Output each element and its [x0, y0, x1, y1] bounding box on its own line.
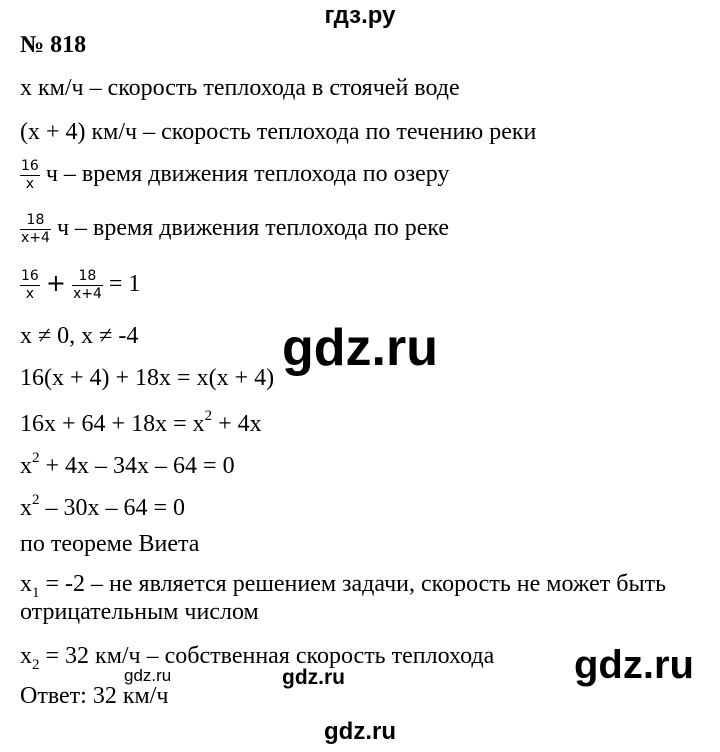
solution-line-6: x ≠ 0, x ≠ -4: [20, 323, 139, 349]
task-number: № 818: [20, 32, 87, 58]
superscript: 2: [32, 450, 40, 466]
watermark-top: гдз.ру: [324, 2, 396, 29]
solution-line-1: x км/ч – скорость теплохода в стоячей воде: [20, 75, 460, 101]
solution-line-11: по теореме Виета: [20, 531, 200, 557]
solution-line-9: [20, 446, 235, 480]
denominator: x: [20, 175, 40, 193]
numerator: 16: [21, 268, 39, 284]
fraction: [20, 212, 51, 247]
line-text: + 4x: [212, 411, 262, 437]
superscript: 2: [204, 408, 213, 424]
solution-line-2: (x + 4) км/ч – скорость теплохода по течению реки: [20, 119, 537, 145]
watermark-center: gdz.ru: [282, 319, 438, 377]
line-text: x: [20, 495, 32, 521]
solution-line-14: [20, 642, 494, 679]
solution-line-10: [20, 488, 185, 522]
solution-line-13: отрицательным числом: [20, 599, 259, 625]
fraction: [72, 268, 103, 303]
line-text: = 32 км/ч – собственная скорость теплохода: [39, 643, 495, 669]
line-text: – 30x – 64 = 0: [39, 495, 186, 521]
subscript: 2: [32, 656, 40, 673]
solution-line-8: [20, 404, 262, 438]
fraction: [20, 268, 40, 303]
line-text: x: [20, 571, 32, 597]
watermark-right: gdz.ru: [574, 643, 694, 687]
line-text: x: [20, 643, 32, 669]
fraction: [20, 158, 40, 193]
line-text: 16x + 64 + 18x = x: [20, 411, 205, 437]
line-text: = 1: [102, 271, 141, 298]
denominator: x+4: [21, 230, 50, 246]
watermark-small-mid: gdz.ru: [282, 666, 345, 689]
solution-line-7: 16(x + 4) + 18x = x(x + 4): [20, 365, 275, 391]
watermark-bottom: gdz.ru: [324, 718, 396, 745]
line-text: ч – время движения теплохода по реке: [50, 215, 450, 242]
solution-line-5: [20, 268, 140, 303]
plus-sign: +: [45, 269, 66, 298]
answer-line: Ответ: 32 км/ч: [20, 683, 169, 709]
numerator: 18: [78, 268, 97, 284]
numerator: 18: [26, 212, 45, 228]
denominator: x: [20, 285, 40, 303]
subscript: 1: [32, 584, 40, 601]
watermark-small-left: gdz.ru: [124, 666, 172, 685]
solution-line-4: [20, 212, 449, 247]
denominator: x+4: [72, 286, 102, 302]
line-text: ч – время движения теплохода по озеру: [39, 161, 450, 188]
line-text: x: [20, 453, 32, 479]
numerator: 16: [21, 158, 39, 174]
superscript: 2: [32, 492, 40, 508]
line-text: + 4x – 34x – 64 = 0: [39, 453, 235, 479]
line-text: = -2 – не является решением задачи, скорость не может быть: [39, 571, 667, 597]
solution-line-3: [20, 158, 449, 193]
